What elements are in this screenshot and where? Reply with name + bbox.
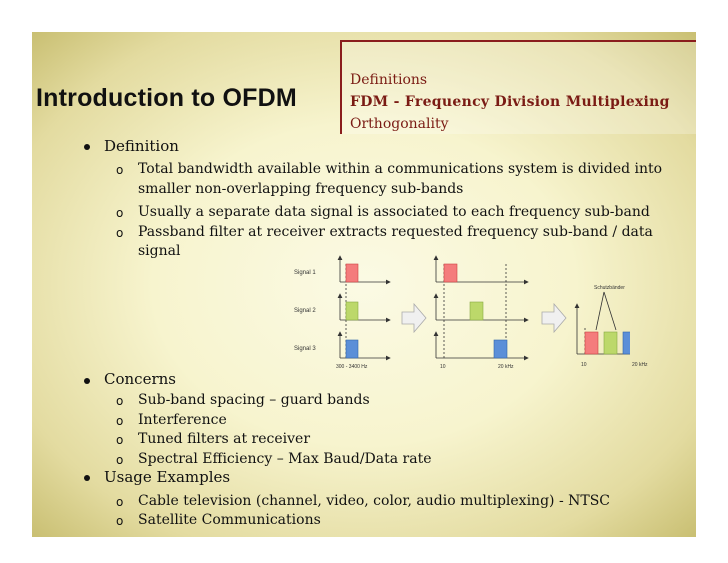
signal-3-label: Signal 3 [294,346,316,352]
usage-item-2: Satellite Communications [138,512,321,528]
mux-signal-2-block [604,332,617,354]
shifted-signal-2-block [470,302,483,320]
concerns-item-2: Interference [138,412,227,428]
sub-marker: o [116,495,124,509]
concerns-item-1: Sub-band spacing – guard bands [138,392,370,408]
signal-1-block [346,264,358,282]
definition-item-1: Total bandwidth available within a communications system is divided into [138,161,663,177]
bullet-usage-examples: Usage Examples [104,468,231,486]
shifted-signal-3-block [494,340,507,358]
agenda-box [340,40,696,134]
definition-item-3: Passband filter at receiver extracts requested frequency sub-band / data signal [138,224,653,259]
sub-marker: o [116,226,124,240]
fdm-diagram [290,244,630,372]
slide-title: Introduction to OFDM [36,84,297,112]
shifted-signal-1-block [444,264,457,282]
sub-marker: o [116,206,124,220]
mux-axis-label-10: 10 [581,362,587,368]
bullet-concerns: Concerns [104,370,176,388]
agenda-item-fdm: FDM - Frequency Division Multiplexing [350,94,670,110]
mux-axis-label-wrap [630,358,670,372]
mux-axis-label-20khz: 20 kHz [632,362,648,368]
baseband-axis-label: 300 - 3400 Hz [336,364,368,370]
shift-axis-label-10: 10 [440,364,446,370]
definition-item-1-cont: smaller non-overlapping frequency sub-bands [138,181,464,197]
sub-marker: o [116,453,124,467]
definition-item-2: Usually a separate data signal is associated to each frequency sub-band [138,204,650,220]
signal-2-label: Signal 2 [294,308,316,314]
concerns-item-3: Tuned filters at receiver [138,431,311,447]
bullet-dot [84,475,90,481]
sub-marker: o [116,414,124,428]
agenda-item-orthogonality: Orthogonality [350,116,449,132]
bullet-dot [84,144,90,150]
mux-signal-3-block [623,332,630,354]
concerns-item-4: Spectral Efficiency – Max Baud/Data rate [138,451,432,467]
sub-marker: o [116,163,124,177]
sub-marker: o [116,514,124,528]
guard-band-label: Schutzbänder [594,285,625,291]
process-arrow-2 [542,304,566,332]
process-arrow-1 [402,304,426,332]
signal-3-block [346,340,358,358]
sub-marker: o [116,433,124,447]
usage-item-1: Cable television (channel, video, color, audio multiplexing) - NTSC [138,493,611,509]
signal-2-block [346,302,358,320]
slide [32,32,696,537]
bullet-dot [84,378,90,384]
sub-marker: o [116,394,124,408]
bullet-definition: Definition [104,137,179,155]
shift-axis-label-20khz: 20 kHz [498,364,514,370]
mux-signal-1-block [585,332,598,354]
signal-1-label: Signal 1 [294,270,316,276]
agenda-item-definitions: Definitions [350,72,428,88]
